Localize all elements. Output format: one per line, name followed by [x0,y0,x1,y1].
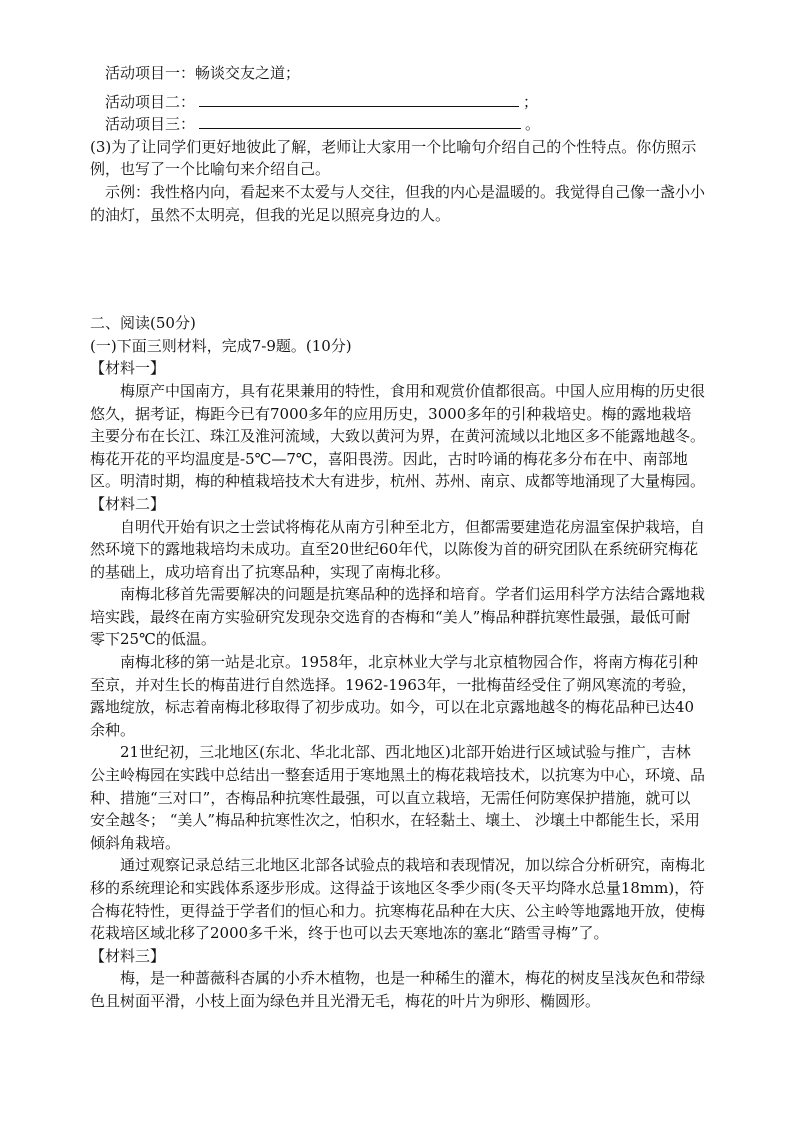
question-3-example: 示例：我性格内向，看起来不太爱与人交往，但我的内心是温暖的。我觉得自己像一盏小小的油灯，虽然不太明亮，但我的光足以照亮身边的人。 [90,182,706,224]
question-3-text: (3)为了让同学们更好地彼此了解，老师让大家用一个比喻句介绍自己的个性特点。你仿照示例，也写了一个比喻句来介绍自己。 [90,137,697,179]
material-1-title: 【材料一】 [90,359,166,378]
activity-item-3 [90,113,705,136]
activity-item-2 [90,91,705,114]
section-2-subtitle: (一)下面三则材料，完成7-9题。(10分) [90,336,352,355]
material-2-paragraph: 21世纪初，三北地区(东北、华北北部、西北地区)北部开始进行区域试验与推广，吉林公主岭梅园在实践中总结出一整套适用于寒地黑土的梅花栽培技术，以抗寒为中心，环境、品种、措施“三对口”，杏梅品种抗寒性最强，可以直立栽培，无需任何防寒保护措施，就可以安全越冬； “美人”梅品种抗寒性次之，怕积水，在轻黏土、壤土、 沙壤土中都能生长，采用倾斜角栽培。 [90,743,706,852]
activity-item-3-label: 活动项目三： [105,115,196,134]
activity-item-3-end: 。 [525,115,541,134]
section-2-title: 二、阅读(50分) [90,314,196,333]
activity-item-2-blank[interactable] [199,91,519,107]
document-page [90,62,705,1013]
activity-item-1: 活动项目一：畅谈交友之道； [105,64,301,82]
answer-space [90,226,705,312]
material-3-title: 【材料三】 [90,946,166,965]
activity-item-2-label: 活动项目二： [105,92,196,111]
material-2-paragraph: 自明代开始有识之士尝试将梅花从南方引种至北方，但都需要建造花房温室保护栽培，自然环境下的露地栽培均未成功。直至20世纪60年代，以陈俊为首的研究团队在系统研究梅花的基础上，成功培育出了抗寒品种，实现了南梅北移。 [90,517,706,581]
activity-item-2-end: ； [523,92,539,111]
material-1-paragraph: 梅原产中国南方，具有花果兼用的特性，食用和观赏价值都很高。中国人应用梅的历史很悠久，据考证，梅距今已有7000多年的应用历史，3000多年的引种栽培史。梅的露地栽培主要分布在长江、珠江及淮河流域，大致以黄河为界，在黄河流域以北地区多不能露地越冬。梅花开花的平均温度是-5℃—7℃，喜阳畏涝。因此，古时吟诵的梅花多分布在中、南部地区。明清时期，梅的种植栽培技术大有进步，杭州、苏州、南京、成都等地涌现了大量梅园。 [90,381,706,491]
material-3-paragraph: 梅，是一种蔷薇科杏属的小乔木植物，也是一种稀生的灌木，梅花的树皮呈浅灰色和带绿色且树面平滑，小枝上面为绿色并且光滑无毛，梅花的叶片为卵形、椭圆形。 [90,969,706,1010]
material-2-paragraph: 通过观察记录总结三北地区北部各试验点的栽培和表现情况，加以综合分析研究，南梅北移的系统理论和实践体系逐步形成。这得益于该地区冬季少雨(冬天平均降水总量18mm)，符合梅花特性，更得益于学者们的恒心和力。抗寒梅花品种在大庆、公主岭等地露地开放，使梅花栽培区域北移了2000多千米，终于也可以去天寒地冻的塞北“踏雪寻梅”了。 [90,856,706,943]
material-2-paragraph: 南梅北移首先需要解决的问题是抗寒品种的选择和培育。学者们运用科学方法结合露地栽培实践，最终在南方实验研究发现杂交选育的杏梅和“美人”梅品种群抗寒性最强，最低可耐零下25℃的低温。 [90,585,706,649]
activity-item-3-blank[interactable] [199,113,521,129]
material-2-title: 【材料二】 [90,494,166,513]
material-2-paragraph: 南梅北移的第一站是北京。1958年，北京林业大学与北京植物园合作，将南方梅花引种至京，并对生长的梅苗进行自然选择。1962-1963年，一批梅苗经受住了朔风寒流的考验，露地绽放，标志着南梅北移取得了初步成功。如今，可以在北京露地越冬的梅花品种已达40余种。 [90,653,699,739]
